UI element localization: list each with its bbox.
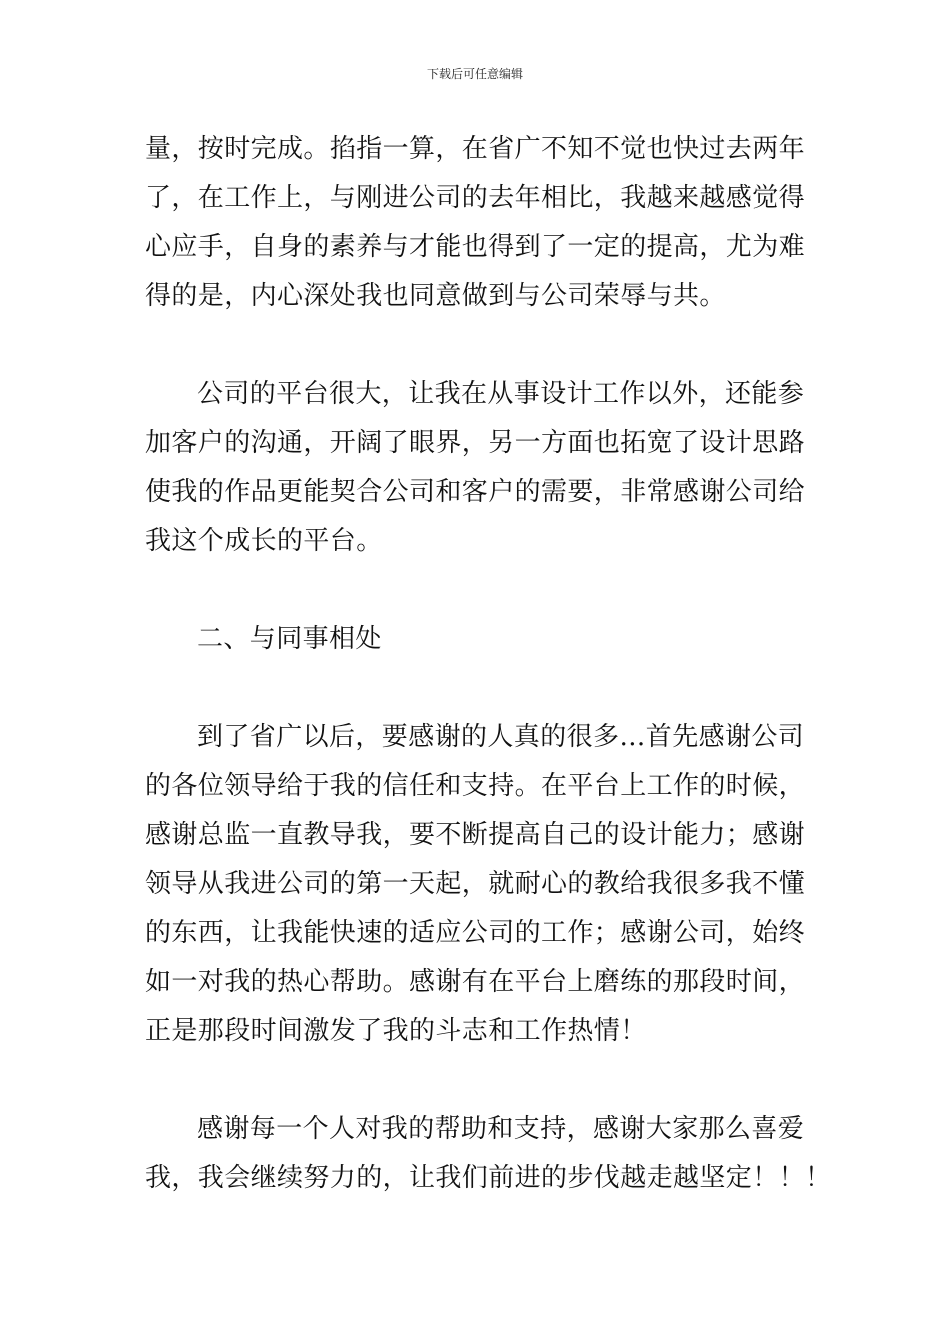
paragraph-spacer	[145, 664, 810, 713]
page-header: 下载后可任意编辑	[426, 67, 523, 81]
text-line: 量，按时完成。掐指一算，在省广不知不觉也快过去两年	[145, 134, 806, 164]
text-line: 使我的作品更能契合公司和客户的需要，非常感谢公司给	[145, 477, 806, 507]
text-line: 公司的平台很大，让我在从事设计工作以外，还能参	[197, 379, 805, 409]
section-heading	[145, 615, 810, 664]
paragraph-4	[145, 1105, 832, 1203]
paragraph-spacer	[145, 321, 810, 370]
section-heading-text: 二、与同事相处	[197, 624, 382, 654]
text-line: 正是那段时间激发了我的斗志和工作热情！	[145, 1016, 647, 1046]
text-line: 我，我会继续努力的，让我们前进的步伐越走越坚定！！！	[145, 1163, 832, 1193]
text-line: 如一对我的热心帮助。感谢有在平台上磨练的那段时间，	[145, 967, 806, 997]
document-body	[145, 125, 832, 1203]
text-line: 领导从我进公司的第一天起，就耐心的教给我很多我不懂	[145, 869, 806, 899]
paragraph-2	[145, 370, 810, 566]
paragraph-3	[145, 713, 810, 1056]
text-line: 加客户的沟通，开阔了眼界，另一方面也拓宽了设计思路	[145, 428, 806, 458]
paragraph-1	[145, 125, 810, 321]
text-line: 得的是，内心深处我也同意做到与公司荣辱与共。	[145, 281, 726, 311]
text-line: 我这个成长的平台。	[145, 526, 383, 556]
paragraph-spacer	[145, 1056, 810, 1105]
text-line: 了，在工作上，与刚进公司的去年相比，我越来越感觉得	[145, 183, 806, 213]
text-line: 的东西，让我能快速的适应公司的工作；感谢公司，始终	[145, 918, 806, 948]
text-line: 感谢每一个人对我的帮助和支持，感谢大家那么喜爱	[197, 1114, 805, 1144]
text-line: 到了省广以后，要感谢的人真的很多…首先感谢公司	[197, 722, 805, 752]
paragraph-spacer	[145, 566, 810, 615]
text-line: 的各位领导给于我的信任和支持。在平台上工作的时候，	[145, 771, 806, 801]
text-line: 感谢总监一直教导我，要不断提高自己的设计能力；感谢	[145, 820, 806, 850]
text-line: 心应手，自身的素养与才能也得到了一定的提高，尤为难	[145, 232, 806, 262]
